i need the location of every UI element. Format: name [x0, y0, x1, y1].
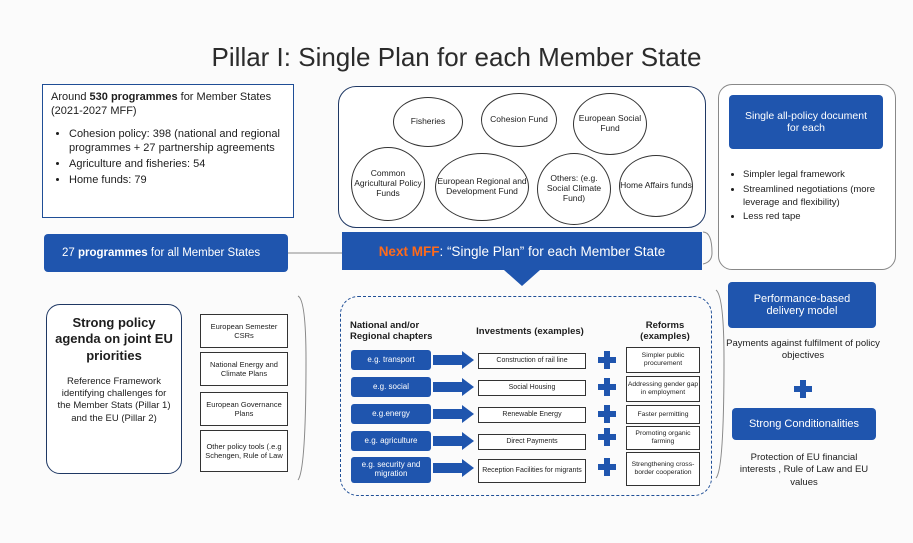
- chapter-agriculture: e.g. agriculture: [351, 431, 431, 451]
- tool-european-semester: European Semester CSRs: [200, 314, 288, 348]
- investment-item: Reception Facilities for migrants: [478, 459, 586, 483]
- programmes-count: 530 programmes: [89, 91, 178, 103]
- bullet-item: • Less red tape: [743, 211, 889, 224]
- investment-item: Renewable Energy: [478, 407, 586, 423]
- tool-governance-plans: European Governance Plans: [200, 392, 288, 426]
- plus-icon: [598, 458, 616, 476]
- policy-agenda-body: Reference Framework identifying challenges for the Member Stats (Pillar 1) and the EU (Pillar 2): [57, 375, 171, 424]
- plus-icon: [598, 405, 616, 423]
- single-document-bullets: [725, 169, 889, 226]
- fund-regional-development: European Regional and Development Fund: [435, 153, 529, 221]
- tool-energy-climate-plans: National Energy and Climate Plans: [200, 352, 288, 386]
- investment-item: Social Housing: [478, 380, 586, 396]
- plus-icon: [598, 428, 616, 446]
- performance-header: Performance-based delivery model: [728, 282, 876, 328]
- fund-common-agricultural: Common Agricultural Policy Funds: [351, 147, 425, 221]
- reform-item: Faster permitting: [626, 405, 700, 424]
- chapter-transport: e.g. transport: [351, 350, 431, 370]
- col-reforms-header: Reforms (examples): [640, 320, 690, 343]
- page-title: Pillar I: Single Plan for each Member State: [211, 42, 702, 72]
- bullet-item: • Simpler legal framework: [743, 169, 889, 182]
- fund-fisheries: Fisheries: [393, 97, 463, 147]
- bullet-item: • Home funds: 79: [69, 173, 285, 187]
- chapter-security-migration: e.g. security and migration: [351, 457, 431, 483]
- col-chapters-header: National and/or Regional chapters: [350, 320, 433, 343]
- fund-european-social: European Social Fund: [573, 93, 647, 155]
- col-investments-header: Investments (examples): [476, 326, 584, 337]
- fund-cohesion: Cohesion Fund: [481, 93, 557, 147]
- performance-text: Payments against fulfilment of policy objectives: [726, 338, 880, 362]
- bullet-item: • Agriculture and fisheries: 54: [69, 157, 285, 171]
- reform-item: Simpler public procurement: [626, 347, 700, 373]
- plus-icon: [598, 351, 616, 369]
- bullet-item: • Streamlined negotiations (more leverage and flexibility): [743, 184, 889, 210]
- policy-agenda-box: [46, 304, 182, 474]
- reform-item: Strengthening cross-border cooperation: [626, 452, 700, 486]
- fund-home-affairs: Home Affairs funds: [619, 155, 693, 217]
- reform-item: Promoting organic farming: [626, 426, 700, 450]
- programmes-intro: Around 530 programmes for Member States (2021-2027 MFF): [51, 91, 272, 118]
- plus-icon: [598, 378, 616, 396]
- next-mff-label: Next MFF: [378, 243, 440, 259]
- conditionalities-text: Protection of EU financial interests , Rule of Law and EU values: [739, 452, 869, 488]
- single-document-box: [718, 84, 896, 270]
- tool-other-policy: Other policy tools (.e.g Schengen, Rule of Law: [200, 430, 288, 472]
- conditionalities-header: Strong Conditionalities: [732, 408, 876, 440]
- chapter-social: e.g. social: [351, 377, 431, 397]
- single-document-header: Single all-policy document for each: [729, 95, 883, 149]
- funds-container: [338, 86, 706, 228]
- investment-item: Direct Payments: [478, 434, 586, 450]
- plus-icon: [794, 380, 812, 398]
- fund-others: Others: (e.g. Social Climate Fund): [537, 153, 611, 225]
- single-plan-bar: Next MFF : “Single Plan” for each Member State: [378, 243, 666, 259]
- chapter-energy: e.g.energy: [351, 404, 431, 424]
- bullet-item: • Cohesion policy: 398 (national and regional programmes + 27 partnership agreements: [69, 127, 285, 156]
- programmes-bar: 27 programmes for all Member States: [44, 234, 288, 272]
- policy-agenda-heading: Strong policy agenda on joint EU priorities: [55, 315, 173, 363]
- reform-item: Addressing gender gap in employment: [626, 376, 700, 402]
- investment-item: Construction of rail line: [478, 353, 586, 369]
